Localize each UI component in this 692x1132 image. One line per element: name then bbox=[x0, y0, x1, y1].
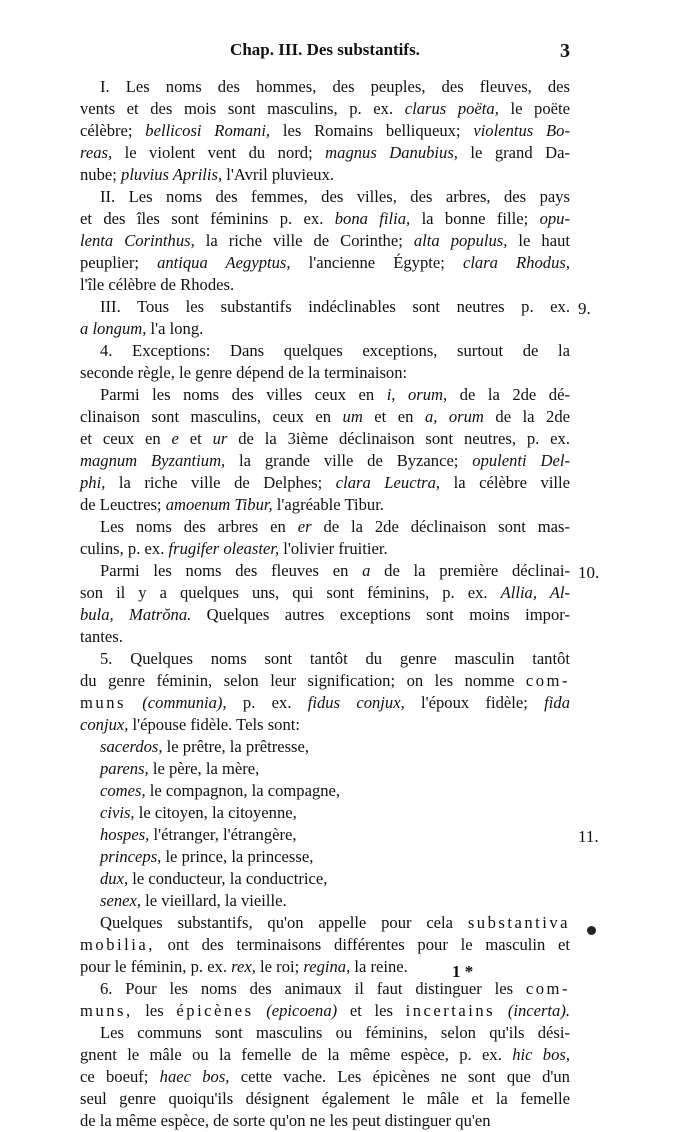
margin-section-number: 11. bbox=[578, 827, 599, 846]
text-line bbox=[100, 846, 570, 868]
latin-term: reas, bbox=[80, 143, 113, 162]
text-run bbox=[126, 693, 142, 712]
text-line bbox=[80, 230, 570, 252]
text-run: Quelques autres exceptions sont moins impor- bbox=[191, 605, 570, 624]
spaced-term: épicènes bbox=[176, 1001, 254, 1020]
latin-term: a, orum bbox=[424, 407, 484, 426]
margin-section-number: 10. bbox=[578, 563, 600, 582]
text-run: de Leuctres; bbox=[80, 495, 166, 514]
text-run: 4. Exceptions: Dans quelques exceptions, surtout de la bbox=[100, 341, 570, 360]
text-line bbox=[80, 934, 570, 956]
latin-term: hic bos, bbox=[512, 1045, 570, 1064]
text-line bbox=[80, 1088, 570, 1110]
text-line bbox=[80, 604, 570, 626]
text-run: le haut bbox=[507, 231, 570, 250]
text-run: la reine. bbox=[350, 957, 408, 976]
text-line bbox=[100, 560, 570, 582]
text-line bbox=[80, 208, 570, 230]
text-run: de la 2de bbox=[483, 407, 570, 426]
text-line bbox=[100, 758, 570, 780]
text-run: ont des terminaisons différentes pour le masculin et bbox=[154, 935, 570, 954]
text-line bbox=[80, 538, 570, 560]
text-run: Les communs sont masculins ou féminins, selon qu'ils dési- bbox=[100, 1023, 570, 1042]
latin-term: sacerdos, bbox=[100, 737, 163, 756]
text-line bbox=[80, 142, 570, 164]
latin-term: (epicoena) bbox=[266, 1001, 338, 1020]
text-run: le compagnon, la compagne, bbox=[145, 781, 341, 800]
text-line bbox=[80, 428, 570, 450]
text-run: 5. Quelques noms sont tantôt du genre masculin tantôt bbox=[100, 649, 570, 668]
latin-term: a bbox=[362, 561, 371, 580]
text-line bbox=[100, 384, 570, 406]
latin-term: princeps, bbox=[100, 847, 162, 866]
text-run: le roi; bbox=[255, 957, 304, 976]
text-line bbox=[100, 76, 570, 98]
latin-term: violentus Bo- bbox=[473, 121, 570, 140]
text-run bbox=[254, 1001, 267, 1020]
chapter-title: Chap. III. Des substantifs. bbox=[230, 40, 420, 59]
text-line bbox=[100, 890, 570, 912]
latin-term: amoenum Tibur, bbox=[165, 495, 273, 514]
text-line bbox=[80, 1044, 570, 1066]
latin-term: e bbox=[171, 429, 179, 448]
spaced-term: com- bbox=[525, 979, 570, 998]
latin-term: bula, Matrŏna. bbox=[80, 605, 192, 624]
text-run: le grand Da- bbox=[457, 143, 570, 162]
text-line bbox=[80, 670, 570, 692]
text-line bbox=[100, 648, 570, 670]
text-line bbox=[100, 736, 570, 758]
text-run: les Romains belliqueux; bbox=[270, 121, 474, 140]
text-run: ce boeuf; bbox=[80, 1067, 160, 1086]
text-run: Parmi les noms des villes ceux en bbox=[100, 385, 387, 404]
ink-blot bbox=[587, 926, 596, 935]
text-run: l'agréable Tibur. bbox=[272, 495, 384, 514]
latin-term: pluvius Aprilis, bbox=[121, 165, 223, 184]
text-run: Quelques substantifs, qu'on appelle pour cela bbox=[100, 913, 468, 932]
text-line bbox=[80, 582, 570, 604]
text-line bbox=[100, 186, 570, 208]
latin-term: antiqua Aegyptus, bbox=[157, 253, 291, 272]
text-run: Parmi les noms des fleuves en bbox=[100, 561, 363, 580]
text-run: la bonne fille; bbox=[410, 209, 540, 228]
text-run: l'île célèbre de Rhodes. bbox=[80, 275, 235, 294]
margin-section-number: 9. bbox=[578, 299, 591, 318]
text-line bbox=[80, 252, 570, 274]
text-run: l'époux fidèle; bbox=[404, 693, 545, 712]
running-header bbox=[80, 40, 570, 64]
latin-term: civis, bbox=[100, 803, 135, 822]
latin-term: comes, bbox=[100, 781, 146, 800]
latin-term: magnum Byzantium, bbox=[80, 451, 226, 470]
text-line bbox=[100, 340, 570, 362]
text-line bbox=[80, 626, 570, 648]
latin-term: i, orum, bbox=[386, 385, 448, 404]
text-run: tantes. bbox=[80, 627, 123, 646]
text-run: I. Les noms des hommes, des peuples, des fleuves, des bbox=[100, 77, 570, 96]
latin-term: Allia, Al- bbox=[500, 583, 570, 602]
text-line bbox=[80, 362, 570, 384]
text-run: et ceux en bbox=[80, 429, 172, 448]
text-run: 6. Pour les noms des animaux il faut distinguer les bbox=[100, 979, 526, 998]
text-line bbox=[80, 274, 570, 296]
text-run: de la même espèce, de sorte qu'on ne les peut distinguer qu'en bbox=[80, 1111, 491, 1130]
text-run: III. Tous les substantifs indéclinables sont neutres p. ex. bbox=[100, 297, 570, 316]
text-line bbox=[80, 956, 570, 978]
latin-term: opulenti Del- bbox=[472, 451, 570, 470]
latin-term: conjux, bbox=[80, 715, 129, 734]
text-run: p. ex. bbox=[226, 693, 308, 712]
latin-term: frugifer oleaster, bbox=[168, 539, 280, 558]
text-line bbox=[80, 164, 570, 186]
text-run: seul genre quoiqu'ils désignent également le mâle et la femelle bbox=[80, 1089, 570, 1108]
spaced-term: com- bbox=[525, 671, 570, 690]
text-run: l'Avril pluvieux. bbox=[222, 165, 335, 184]
signature-mark: 1 * bbox=[452, 962, 474, 981]
text-run: de la 2de dé- bbox=[447, 385, 570, 404]
text-run: peuplier; bbox=[80, 253, 158, 272]
latin-term: fidus conjux, bbox=[307, 693, 405, 712]
text-run: cette vache. Les épicènes ne sont que d'un bbox=[229, 1067, 570, 1086]
latin-term: ur bbox=[212, 429, 228, 448]
text-run: le prêtre, la prêtresse, bbox=[162, 737, 310, 756]
text-run: la grande ville de Byzance; bbox=[225, 451, 473, 470]
latin-term: er bbox=[297, 517, 312, 536]
latin-term: (communia), bbox=[142, 693, 227, 712]
text-run: le violent vent du nord; bbox=[112, 143, 326, 162]
text-run: culins, p. ex. bbox=[80, 539, 169, 558]
text-line bbox=[100, 978, 570, 1000]
text-line bbox=[80, 1066, 570, 1088]
text-run: le vieillard, la vieille. bbox=[141, 891, 287, 910]
text-run: vents et des mois sont masculins, p. ex. bbox=[80, 99, 405, 118]
text-run: du genre féminin, selon leur signification; on les nomme bbox=[80, 671, 526, 690]
latin-term: a longum, bbox=[80, 319, 147, 338]
text-line bbox=[80, 714, 570, 736]
text-run: l'étranger, l'étrangère, bbox=[149, 825, 297, 844]
text-line bbox=[80, 120, 570, 142]
text-line bbox=[100, 824, 570, 846]
text-line bbox=[100, 802, 570, 824]
text-run: et les bbox=[337, 1001, 406, 1020]
text-run: clinaison sont masculins, ceux en bbox=[80, 407, 343, 426]
spaced-term: incertains bbox=[405, 1001, 496, 1020]
text-run: de la première déclinai- bbox=[370, 561, 570, 580]
spaced-term: muns, bbox=[80, 1001, 133, 1020]
latin-term: senex, bbox=[100, 891, 141, 910]
text-line bbox=[100, 912, 570, 934]
text-run: et en bbox=[362, 407, 425, 426]
text-run: pour le féminin, p. ex. bbox=[80, 957, 232, 976]
page-number: 3 bbox=[560, 40, 570, 62]
text-run: célèbre; bbox=[80, 121, 146, 140]
latin-term: rex, bbox=[231, 957, 256, 976]
spaced-term: substantiva bbox=[467, 913, 570, 932]
text-run: gnent le mâle ou la femelle de la même espèce, p. ex. bbox=[80, 1045, 513, 1064]
latin-term: clara Rhodus, bbox=[462, 253, 570, 272]
latin-term: magnus Danubius, bbox=[325, 143, 458, 162]
latin-term: alta populus, bbox=[413, 231, 508, 250]
text-run: seconde règle, le genre dépend de la terminaison: bbox=[80, 363, 408, 382]
latin-term: fida bbox=[544, 693, 570, 712]
text-line bbox=[100, 780, 570, 802]
text-run: son il y a quelques uns, qui sont féminins, p. ex. bbox=[80, 583, 501, 602]
text-run: et bbox=[178, 429, 213, 448]
text-run: l'olivier fruitier. bbox=[279, 539, 388, 558]
latin-term: dux, bbox=[100, 869, 129, 888]
latin-term: clarus poëta, bbox=[404, 99, 499, 118]
text-run: le citoyen, la citoyenne, bbox=[134, 803, 297, 822]
latin-term: um bbox=[342, 407, 363, 426]
spaced-term: mobilia, bbox=[80, 935, 155, 954]
latin-term: regina, bbox=[303, 957, 351, 976]
text-run: et des îles sont féminins p. ex. bbox=[80, 209, 335, 228]
text-run: nube; bbox=[80, 165, 122, 184]
text-run: le prince, la princesse, bbox=[161, 847, 314, 866]
text-run: le conducteur, la conductrice, bbox=[128, 869, 328, 888]
text-run: les bbox=[132, 1001, 177, 1020]
text-run: la riche ville de Corinthe; bbox=[194, 231, 414, 250]
text-run: la célèbre ville bbox=[440, 473, 571, 492]
text-line bbox=[80, 692, 570, 714]
text-line bbox=[80, 406, 570, 428]
text-line bbox=[80, 494, 570, 516]
latin-term: opu- bbox=[539, 209, 570, 228]
text-run: l'a long. bbox=[146, 319, 204, 338]
text-line bbox=[100, 868, 570, 890]
latin-term: phi, bbox=[80, 473, 106, 492]
text-run: la riche ville de Delphes; bbox=[105, 473, 336, 492]
text-line bbox=[80, 318, 570, 340]
text-run: de la 2de déclinaison sont mas- bbox=[311, 517, 570, 536]
text-run bbox=[495, 1001, 508, 1020]
text-run: Les noms des arbres en bbox=[100, 517, 298, 536]
text-run: l'ancienne Égypte; bbox=[290, 253, 463, 272]
text-line bbox=[100, 296, 570, 318]
latin-term: bellicosi Romani, bbox=[145, 121, 271, 140]
latin-term: haec bos, bbox=[159, 1067, 230, 1086]
text-line bbox=[100, 516, 570, 538]
text-line bbox=[80, 450, 570, 472]
latin-term: hospes, bbox=[100, 825, 150, 844]
text-run: de la 3ième déclinaison sont neutres, p. ex. bbox=[227, 429, 570, 448]
spaced-term: muns bbox=[80, 693, 126, 712]
latin-term: parens, bbox=[100, 759, 149, 778]
latin-term: lenta Corinthus, bbox=[80, 231, 195, 250]
text-line bbox=[80, 472, 570, 494]
text-line bbox=[80, 1000, 570, 1022]
text-line bbox=[80, 1110, 570, 1132]
latin-term: (incerta). bbox=[507, 1001, 571, 1020]
text-run: l'épouse fidèle. Tels sont: bbox=[128, 715, 300, 734]
latin-term: clara Leuctra, bbox=[335, 473, 441, 492]
text-run: le poëte bbox=[498, 99, 570, 118]
latin-term: bona filia, bbox=[334, 209, 411, 228]
text-line bbox=[80, 98, 570, 120]
text-run: II. Les noms des femmes, des villes, des arbres, des pays bbox=[100, 187, 570, 206]
text-run: le père, la mère, bbox=[148, 759, 260, 778]
text-line bbox=[100, 1022, 570, 1044]
